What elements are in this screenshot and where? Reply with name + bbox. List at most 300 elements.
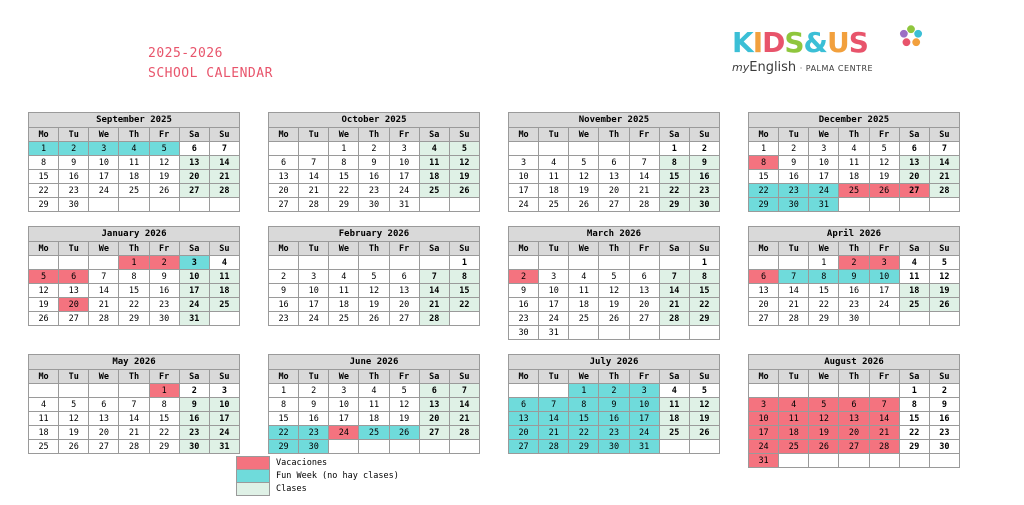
day-cell: 1 bbox=[809, 256, 839, 270]
day-cell: 11 bbox=[29, 412, 59, 426]
weekday-header: Fr bbox=[149, 242, 179, 256]
day-cell: 22 bbox=[689, 298, 719, 312]
day-cell: 8 bbox=[689, 270, 719, 284]
empty-cell bbox=[299, 256, 329, 270]
empty-cell bbox=[689, 440, 719, 454]
day-cell: 7 bbox=[629, 156, 659, 170]
empty-cell bbox=[29, 256, 59, 270]
day-cell: 1 bbox=[29, 142, 59, 156]
empty-cell bbox=[869, 198, 899, 212]
weekday-header: Mo bbox=[269, 370, 299, 384]
day-cell: 16 bbox=[779, 170, 809, 184]
weekday-header: Tu bbox=[779, 242, 809, 256]
day-cell: 25 bbox=[29, 440, 59, 454]
day-cell: 10 bbox=[509, 170, 539, 184]
day-cell: 13 bbox=[419, 398, 449, 412]
empty-cell bbox=[329, 256, 359, 270]
day-cell: 22 bbox=[329, 184, 359, 198]
day-cell: 24 bbox=[179, 298, 209, 312]
week-row bbox=[509, 170, 720, 184]
day-cell: 30 bbox=[299, 440, 329, 454]
weekday-header: Su bbox=[449, 128, 479, 142]
calendar-grid bbox=[28, 112, 996, 482]
weekday-header: We bbox=[569, 370, 599, 384]
day-cell: 24 bbox=[539, 312, 569, 326]
day-cell: 18 bbox=[779, 426, 809, 440]
weekday-header: Fr bbox=[149, 370, 179, 384]
day-cell: 23 bbox=[599, 426, 629, 440]
legend bbox=[236, 456, 399, 495]
weekday-header: Sa bbox=[659, 242, 689, 256]
day-cell: 30 bbox=[59, 198, 89, 212]
logo-english: English bbox=[749, 60, 797, 75]
day-cell: 14 bbox=[209, 156, 239, 170]
weekday-header: Sa bbox=[419, 370, 449, 384]
day-cell: 29 bbox=[119, 312, 149, 326]
day-cell: 3 bbox=[749, 398, 779, 412]
brand-logo bbox=[732, 28, 912, 88]
day-cell: 31 bbox=[809, 198, 839, 212]
day-cell: 4 bbox=[569, 270, 599, 284]
day-cell: 6 bbox=[749, 270, 779, 284]
week-row bbox=[749, 440, 960, 454]
day-cell: 3 bbox=[809, 142, 839, 156]
day-cell: 22 bbox=[809, 298, 839, 312]
day-cell: 22 bbox=[569, 426, 599, 440]
month-title: March 2026 bbox=[508, 226, 720, 241]
day-cell: 4 bbox=[209, 256, 239, 270]
day-cell: 15 bbox=[329, 170, 359, 184]
day-cell: 4 bbox=[539, 156, 569, 170]
day-cell: 5 bbox=[869, 142, 899, 156]
day-cell: 25 bbox=[659, 426, 689, 440]
day-cell: 31 bbox=[179, 312, 209, 326]
day-cell: 10 bbox=[389, 156, 419, 170]
day-cell: 6 bbox=[899, 142, 929, 156]
day-cell: 3 bbox=[389, 142, 419, 156]
day-cell: 26 bbox=[869, 184, 899, 198]
day-cell: 7 bbox=[929, 142, 959, 156]
legend-swatch bbox=[236, 482, 270, 496]
day-cell: 17 bbox=[749, 426, 779, 440]
week-row bbox=[269, 298, 480, 312]
empty-cell bbox=[599, 326, 629, 340]
week-row bbox=[29, 284, 240, 298]
week-row bbox=[269, 270, 480, 284]
legend-label: Vacaciones bbox=[276, 457, 328, 468]
day-cell: 20 bbox=[179, 170, 209, 184]
day-cell: 27 bbox=[59, 312, 89, 326]
week-row bbox=[509, 156, 720, 170]
day-cell: 21 bbox=[629, 184, 659, 198]
day-cell: 21 bbox=[119, 426, 149, 440]
empty-cell bbox=[89, 198, 119, 212]
day-cell: 18 bbox=[359, 412, 389, 426]
week-row bbox=[29, 256, 240, 270]
empty-cell bbox=[179, 198, 209, 212]
day-cell: 7 bbox=[449, 384, 479, 398]
month-block bbox=[268, 354, 480, 468]
weekday-header: Sa bbox=[179, 242, 209, 256]
weekday-header: Fr bbox=[149, 128, 179, 142]
weekday-header: Th bbox=[119, 370, 149, 384]
day-cell: 4 bbox=[29, 398, 59, 412]
day-cell: 20 bbox=[629, 298, 659, 312]
day-cell: 30 bbox=[599, 440, 629, 454]
day-cell: 24 bbox=[749, 440, 779, 454]
weekday-header: Mo bbox=[29, 128, 59, 142]
day-cell: 28 bbox=[209, 184, 239, 198]
day-cell: 7 bbox=[89, 270, 119, 284]
day-cell: 9 bbox=[509, 284, 539, 298]
logo-tagline bbox=[732, 60, 912, 75]
day-cell: 18 bbox=[659, 412, 689, 426]
day-cell: 6 bbox=[419, 384, 449, 398]
week-row bbox=[269, 398, 480, 412]
day-cell: 11 bbox=[899, 270, 929, 284]
day-cell: 29 bbox=[569, 440, 599, 454]
weekday-header: We bbox=[329, 128, 359, 142]
day-cell: 27 bbox=[389, 312, 419, 326]
day-cell: 4 bbox=[779, 398, 809, 412]
empty-cell bbox=[779, 454, 809, 468]
day-cell: 28 bbox=[119, 440, 149, 454]
empty-cell bbox=[839, 454, 869, 468]
day-cell: 16 bbox=[689, 170, 719, 184]
month-block bbox=[748, 354, 960, 468]
day-cell: 12 bbox=[59, 412, 89, 426]
calendar-row bbox=[28, 226, 996, 354]
empty-cell bbox=[389, 440, 419, 454]
day-cell: 8 bbox=[899, 398, 929, 412]
day-cell: 1 bbox=[659, 142, 689, 156]
day-cell: 29 bbox=[899, 440, 929, 454]
day-cell: 5 bbox=[149, 142, 179, 156]
day-cell: 8 bbox=[269, 398, 299, 412]
day-cell: 12 bbox=[389, 398, 419, 412]
week-row bbox=[269, 384, 480, 398]
weekday-header: Su bbox=[209, 128, 239, 142]
day-cell: 8 bbox=[569, 398, 599, 412]
day-cell: 5 bbox=[599, 270, 629, 284]
empty-cell bbox=[599, 142, 629, 156]
week-row bbox=[509, 198, 720, 212]
day-cell: 13 bbox=[389, 284, 419, 298]
day-cell: 10 bbox=[89, 156, 119, 170]
day-cell: 2 bbox=[689, 142, 719, 156]
day-cell: 19 bbox=[149, 170, 179, 184]
day-cell: 24 bbox=[629, 426, 659, 440]
day-cell: 17 bbox=[89, 170, 119, 184]
day-cell: 8 bbox=[809, 270, 839, 284]
day-cell: 26 bbox=[599, 312, 629, 326]
empty-cell bbox=[659, 256, 689, 270]
title-subtitle: SCHOOL CALENDAR bbox=[148, 66, 273, 81]
empty-cell bbox=[869, 454, 899, 468]
day-cell: 26 bbox=[359, 312, 389, 326]
week-row bbox=[269, 198, 480, 212]
weekday-header: Tu bbox=[299, 370, 329, 384]
weekday-header: Su bbox=[209, 242, 239, 256]
day-cell: 22 bbox=[119, 298, 149, 312]
day-cell: 3 bbox=[629, 384, 659, 398]
sparkle-icon bbox=[898, 24, 924, 50]
day-cell: 10 bbox=[329, 398, 359, 412]
day-cell: 24 bbox=[809, 184, 839, 198]
week-row bbox=[509, 256, 720, 270]
day-cell: 19 bbox=[869, 170, 899, 184]
day-cell: 19 bbox=[599, 298, 629, 312]
day-cell: 20 bbox=[89, 426, 119, 440]
day-cell: 7 bbox=[119, 398, 149, 412]
day-cell: 15 bbox=[269, 412, 299, 426]
day-cell: 9 bbox=[269, 284, 299, 298]
day-cell: 10 bbox=[869, 270, 899, 284]
empty-cell bbox=[269, 256, 299, 270]
day-cell: 6 bbox=[59, 270, 89, 284]
empty-cell bbox=[809, 454, 839, 468]
day-cell: 26 bbox=[809, 440, 839, 454]
empty-cell bbox=[539, 256, 569, 270]
day-cell: 17 bbox=[809, 170, 839, 184]
weekday-header: We bbox=[809, 370, 839, 384]
day-cell: 10 bbox=[749, 412, 779, 426]
day-cell: 8 bbox=[329, 156, 359, 170]
weekday-header: Sa bbox=[899, 242, 929, 256]
day-cell: 4 bbox=[359, 384, 389, 398]
day-cell: 3 bbox=[89, 142, 119, 156]
day-cell: 12 bbox=[809, 412, 839, 426]
weekday-header: Mo bbox=[269, 242, 299, 256]
day-cell: 30 bbox=[509, 326, 539, 340]
day-cell: 11 bbox=[839, 156, 869, 170]
empty-cell bbox=[389, 256, 419, 270]
day-cell: 16 bbox=[929, 412, 959, 426]
day-cell: 16 bbox=[59, 170, 89, 184]
weekday-header: Tu bbox=[59, 242, 89, 256]
day-cell: 17 bbox=[539, 298, 569, 312]
day-cell: 31 bbox=[749, 454, 779, 468]
week-row bbox=[269, 256, 480, 270]
day-cell: 12 bbox=[689, 398, 719, 412]
month-title: January 2026 bbox=[28, 226, 240, 241]
day-cell: 11 bbox=[359, 398, 389, 412]
empty-cell bbox=[839, 198, 869, 212]
empty-cell bbox=[869, 384, 899, 398]
empty-cell bbox=[539, 384, 569, 398]
week-row bbox=[29, 184, 240, 198]
day-cell: 10 bbox=[629, 398, 659, 412]
day-cell: 4 bbox=[899, 256, 929, 270]
empty-cell bbox=[509, 256, 539, 270]
day-cell: 1 bbox=[149, 384, 179, 398]
empty-cell bbox=[539, 142, 569, 156]
day-cell: 26 bbox=[689, 426, 719, 440]
day-cell: 11 bbox=[119, 156, 149, 170]
day-cell: 23 bbox=[689, 184, 719, 198]
day-cell: 10 bbox=[299, 284, 329, 298]
day-cell: 27 bbox=[179, 184, 209, 198]
week-row bbox=[29, 156, 240, 170]
week-row bbox=[29, 384, 240, 398]
empty-cell bbox=[749, 256, 779, 270]
weekday-header: Su bbox=[689, 242, 719, 256]
day-cell: 9 bbox=[839, 270, 869, 284]
day-cell: 14 bbox=[869, 412, 899, 426]
month-title: February 2026 bbox=[268, 226, 480, 241]
day-cell: 17 bbox=[629, 412, 659, 426]
day-cell: 13 bbox=[269, 170, 299, 184]
day-cell: 23 bbox=[269, 312, 299, 326]
month-block bbox=[508, 354, 720, 468]
day-cell: 13 bbox=[749, 284, 779, 298]
week-row bbox=[749, 142, 960, 156]
day-cell: 12 bbox=[869, 156, 899, 170]
month-title: October 2025 bbox=[268, 112, 480, 127]
day-cell: 11 bbox=[329, 284, 359, 298]
day-cell: 20 bbox=[419, 412, 449, 426]
day-cell: 13 bbox=[629, 284, 659, 298]
day-cell: 17 bbox=[209, 412, 239, 426]
day-cell: 6 bbox=[599, 156, 629, 170]
week-row bbox=[749, 426, 960, 440]
day-cell: 10 bbox=[809, 156, 839, 170]
weekday-header: Fr bbox=[869, 370, 899, 384]
day-cell: 27 bbox=[749, 312, 779, 326]
day-cell: 23 bbox=[929, 426, 959, 440]
weekday-header: Fr bbox=[389, 128, 419, 142]
day-cell: 3 bbox=[209, 384, 239, 398]
day-cell: 26 bbox=[59, 440, 89, 454]
day-cell: 7 bbox=[209, 142, 239, 156]
day-cell: 22 bbox=[449, 298, 479, 312]
day-cell: 23 bbox=[59, 184, 89, 198]
day-cell: 19 bbox=[59, 426, 89, 440]
weekday-header: Mo bbox=[29, 242, 59, 256]
day-cell: 30 bbox=[839, 312, 869, 326]
day-cell: 28 bbox=[419, 312, 449, 326]
month-block bbox=[268, 226, 480, 340]
weekday-header: Su bbox=[929, 370, 959, 384]
day-cell: 11 bbox=[659, 398, 689, 412]
weekday-header: Th bbox=[599, 370, 629, 384]
day-cell: 4 bbox=[839, 142, 869, 156]
empty-cell bbox=[929, 198, 959, 212]
month-block bbox=[508, 112, 720, 212]
empty-cell bbox=[359, 440, 389, 454]
day-cell: 14 bbox=[119, 412, 149, 426]
day-cell: 4 bbox=[329, 270, 359, 284]
day-cell: 16 bbox=[509, 298, 539, 312]
day-cell: 7 bbox=[659, 270, 689, 284]
weekday-header: Tu bbox=[299, 128, 329, 142]
month-title: June 2026 bbox=[268, 354, 480, 369]
day-cell: 1 bbox=[749, 142, 779, 156]
week-row bbox=[269, 284, 480, 298]
day-cell: 24 bbox=[299, 312, 329, 326]
empty-cell bbox=[89, 256, 119, 270]
weekday-header: Sa bbox=[899, 370, 929, 384]
day-cell: 6 bbox=[89, 398, 119, 412]
weekday-header: Mo bbox=[269, 128, 299, 142]
day-cell: 6 bbox=[389, 270, 419, 284]
day-cell: 30 bbox=[149, 312, 179, 326]
day-cell: 20 bbox=[59, 298, 89, 312]
day-cell: 21 bbox=[659, 298, 689, 312]
day-cell: 30 bbox=[929, 440, 959, 454]
empty-cell bbox=[449, 198, 479, 212]
day-cell: 5 bbox=[569, 156, 599, 170]
day-cell: 3 bbox=[869, 256, 899, 270]
day-cell: 14 bbox=[89, 284, 119, 298]
empty-cell bbox=[629, 142, 659, 156]
month-block bbox=[28, 112, 240, 212]
day-cell: 20 bbox=[839, 426, 869, 440]
day-cell: 18 bbox=[29, 426, 59, 440]
day-cell: 16 bbox=[299, 412, 329, 426]
weekday-header: Fr bbox=[389, 242, 419, 256]
weekday-header: Mo bbox=[749, 128, 779, 142]
empty-cell bbox=[599, 256, 629, 270]
empty-cell bbox=[899, 312, 929, 326]
legend-label: Fun Week (no hay clases) bbox=[276, 470, 399, 481]
calendar-row bbox=[28, 112, 996, 226]
empty-cell bbox=[569, 326, 599, 340]
day-cell: 20 bbox=[599, 184, 629, 198]
week-row bbox=[509, 298, 720, 312]
day-cell: 25 bbox=[839, 184, 869, 198]
day-cell: 18 bbox=[419, 170, 449, 184]
week-row bbox=[29, 412, 240, 426]
day-cell: 16 bbox=[359, 170, 389, 184]
weekday-header: We bbox=[809, 128, 839, 142]
day-cell: 1 bbox=[449, 256, 479, 270]
logo-my: my bbox=[732, 61, 750, 74]
empty-cell bbox=[659, 440, 689, 454]
weekday-header: Th bbox=[359, 128, 389, 142]
weekday-header: We bbox=[89, 242, 119, 256]
day-cell: 15 bbox=[119, 284, 149, 298]
day-cell: 6 bbox=[509, 398, 539, 412]
day-cell: 7 bbox=[299, 156, 329, 170]
day-cell: 27 bbox=[509, 440, 539, 454]
day-cell: 29 bbox=[149, 440, 179, 454]
weekday-header: Th bbox=[839, 128, 869, 142]
week-row bbox=[509, 412, 720, 426]
day-cell: 1 bbox=[899, 384, 929, 398]
day-cell: 18 bbox=[119, 170, 149, 184]
empty-cell bbox=[119, 384, 149, 398]
month-block bbox=[28, 354, 240, 468]
week-row bbox=[29, 426, 240, 440]
legend-swatch bbox=[236, 469, 270, 483]
day-cell: 24 bbox=[89, 184, 119, 198]
day-cell: 4 bbox=[659, 384, 689, 398]
week-row bbox=[29, 198, 240, 212]
day-cell: 12 bbox=[929, 270, 959, 284]
day-cell: 13 bbox=[839, 412, 869, 426]
weekday-header: Tu bbox=[299, 242, 329, 256]
day-cell: 25 bbox=[209, 298, 239, 312]
empty-cell bbox=[689, 326, 719, 340]
day-cell: 21 bbox=[209, 170, 239, 184]
day-cell: 21 bbox=[89, 298, 119, 312]
legend-label: Clases bbox=[276, 483, 307, 494]
week-row bbox=[749, 412, 960, 426]
week-row bbox=[269, 412, 480, 426]
day-cell: 19 bbox=[689, 412, 719, 426]
day-cell: 11 bbox=[779, 412, 809, 426]
